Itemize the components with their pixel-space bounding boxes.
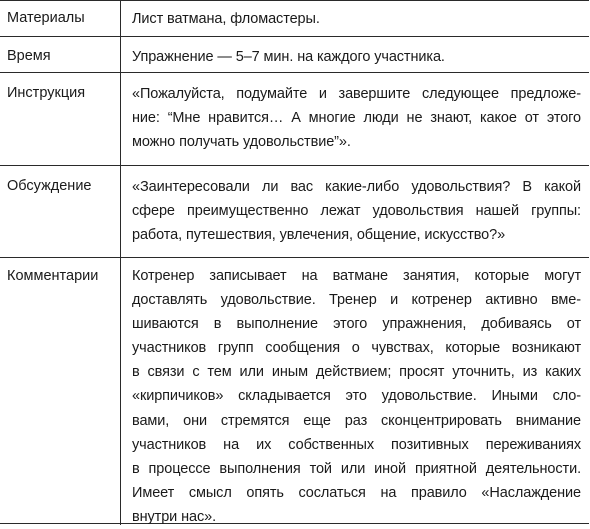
row-text-comments [132, 264, 581, 529]
text-line: «кирпичиков» складывается это удовольствие. Иными сло- [132, 388, 581, 405]
text-line: доставлять удовольствие. Тренер и котренер активно вме- [132, 292, 581, 309]
text-line: сфере преимущественно лежат удовольствия нашей группы: [132, 203, 581, 220]
text-line: ние: “Мне нравится… А многие люди не знают, какое от этого [132, 110, 581, 127]
text-line: участников групп сообщения о чувствах, которые возникают [132, 340, 581, 357]
text-line: «Пожалуйста, подумайте и завершите следующее предложе- [132, 86, 581, 102]
table-row-discussion [0, 165, 589, 257]
text-line: Лист ватмана, фломастеры. [132, 11, 320, 27]
text-line: Упражнение — 5–7 мин. на каждого участника. [132, 49, 445, 65]
table-row-materials [0, 1, 589, 36]
text-line: «Заинтересовали ли вас какие-либо удовольствия? В какой [132, 179, 581, 195]
text-line: работа, путешествия, увлечения, общение, искусство?» [132, 227, 506, 244]
text-line: внутри нас». [132, 508, 217, 525]
text-line: участников на их собственных позитивных переживаниях [132, 436, 581, 453]
row-text-time [132, 45, 581, 69]
row-label-discussion: Обсуждение [7, 178, 92, 194]
row-label-comments: Комментарии [7, 268, 99, 284]
row-text-instruction [132, 82, 581, 154]
row-label-materials: Материалы [7, 10, 85, 26]
row-text-materials [132, 7, 581, 31]
row-label-instruction: Инструкция [7, 85, 86, 101]
text-line: Котренер записывает на ватмане занятия, которые могут [132, 268, 581, 284]
row-text-discussion [132, 175, 581, 247]
row-label-time: Время [7, 48, 51, 64]
text-line: в связи с тем или иным действием; просят уточнить, из каких [132, 364, 581, 381]
text-line: Имеет смысл опять сослаться на правило «Наслаждение [132, 484, 581, 501]
text-line: можно получать удовольствие”». [132, 134, 351, 151]
text-line: шиваются в выполнение этого упражнения, добиваясь от [132, 316, 581, 333]
table-row-comments [0, 257, 589, 525]
table-row-instruction [0, 72, 589, 165]
text-line: в процессе выполнения той или иной приятной деятельности. [132, 460, 581, 477]
table-row-time [0, 36, 589, 72]
text-line: вами, они стремятся еще раз сконцентрировать внимание [132, 412, 581, 429]
